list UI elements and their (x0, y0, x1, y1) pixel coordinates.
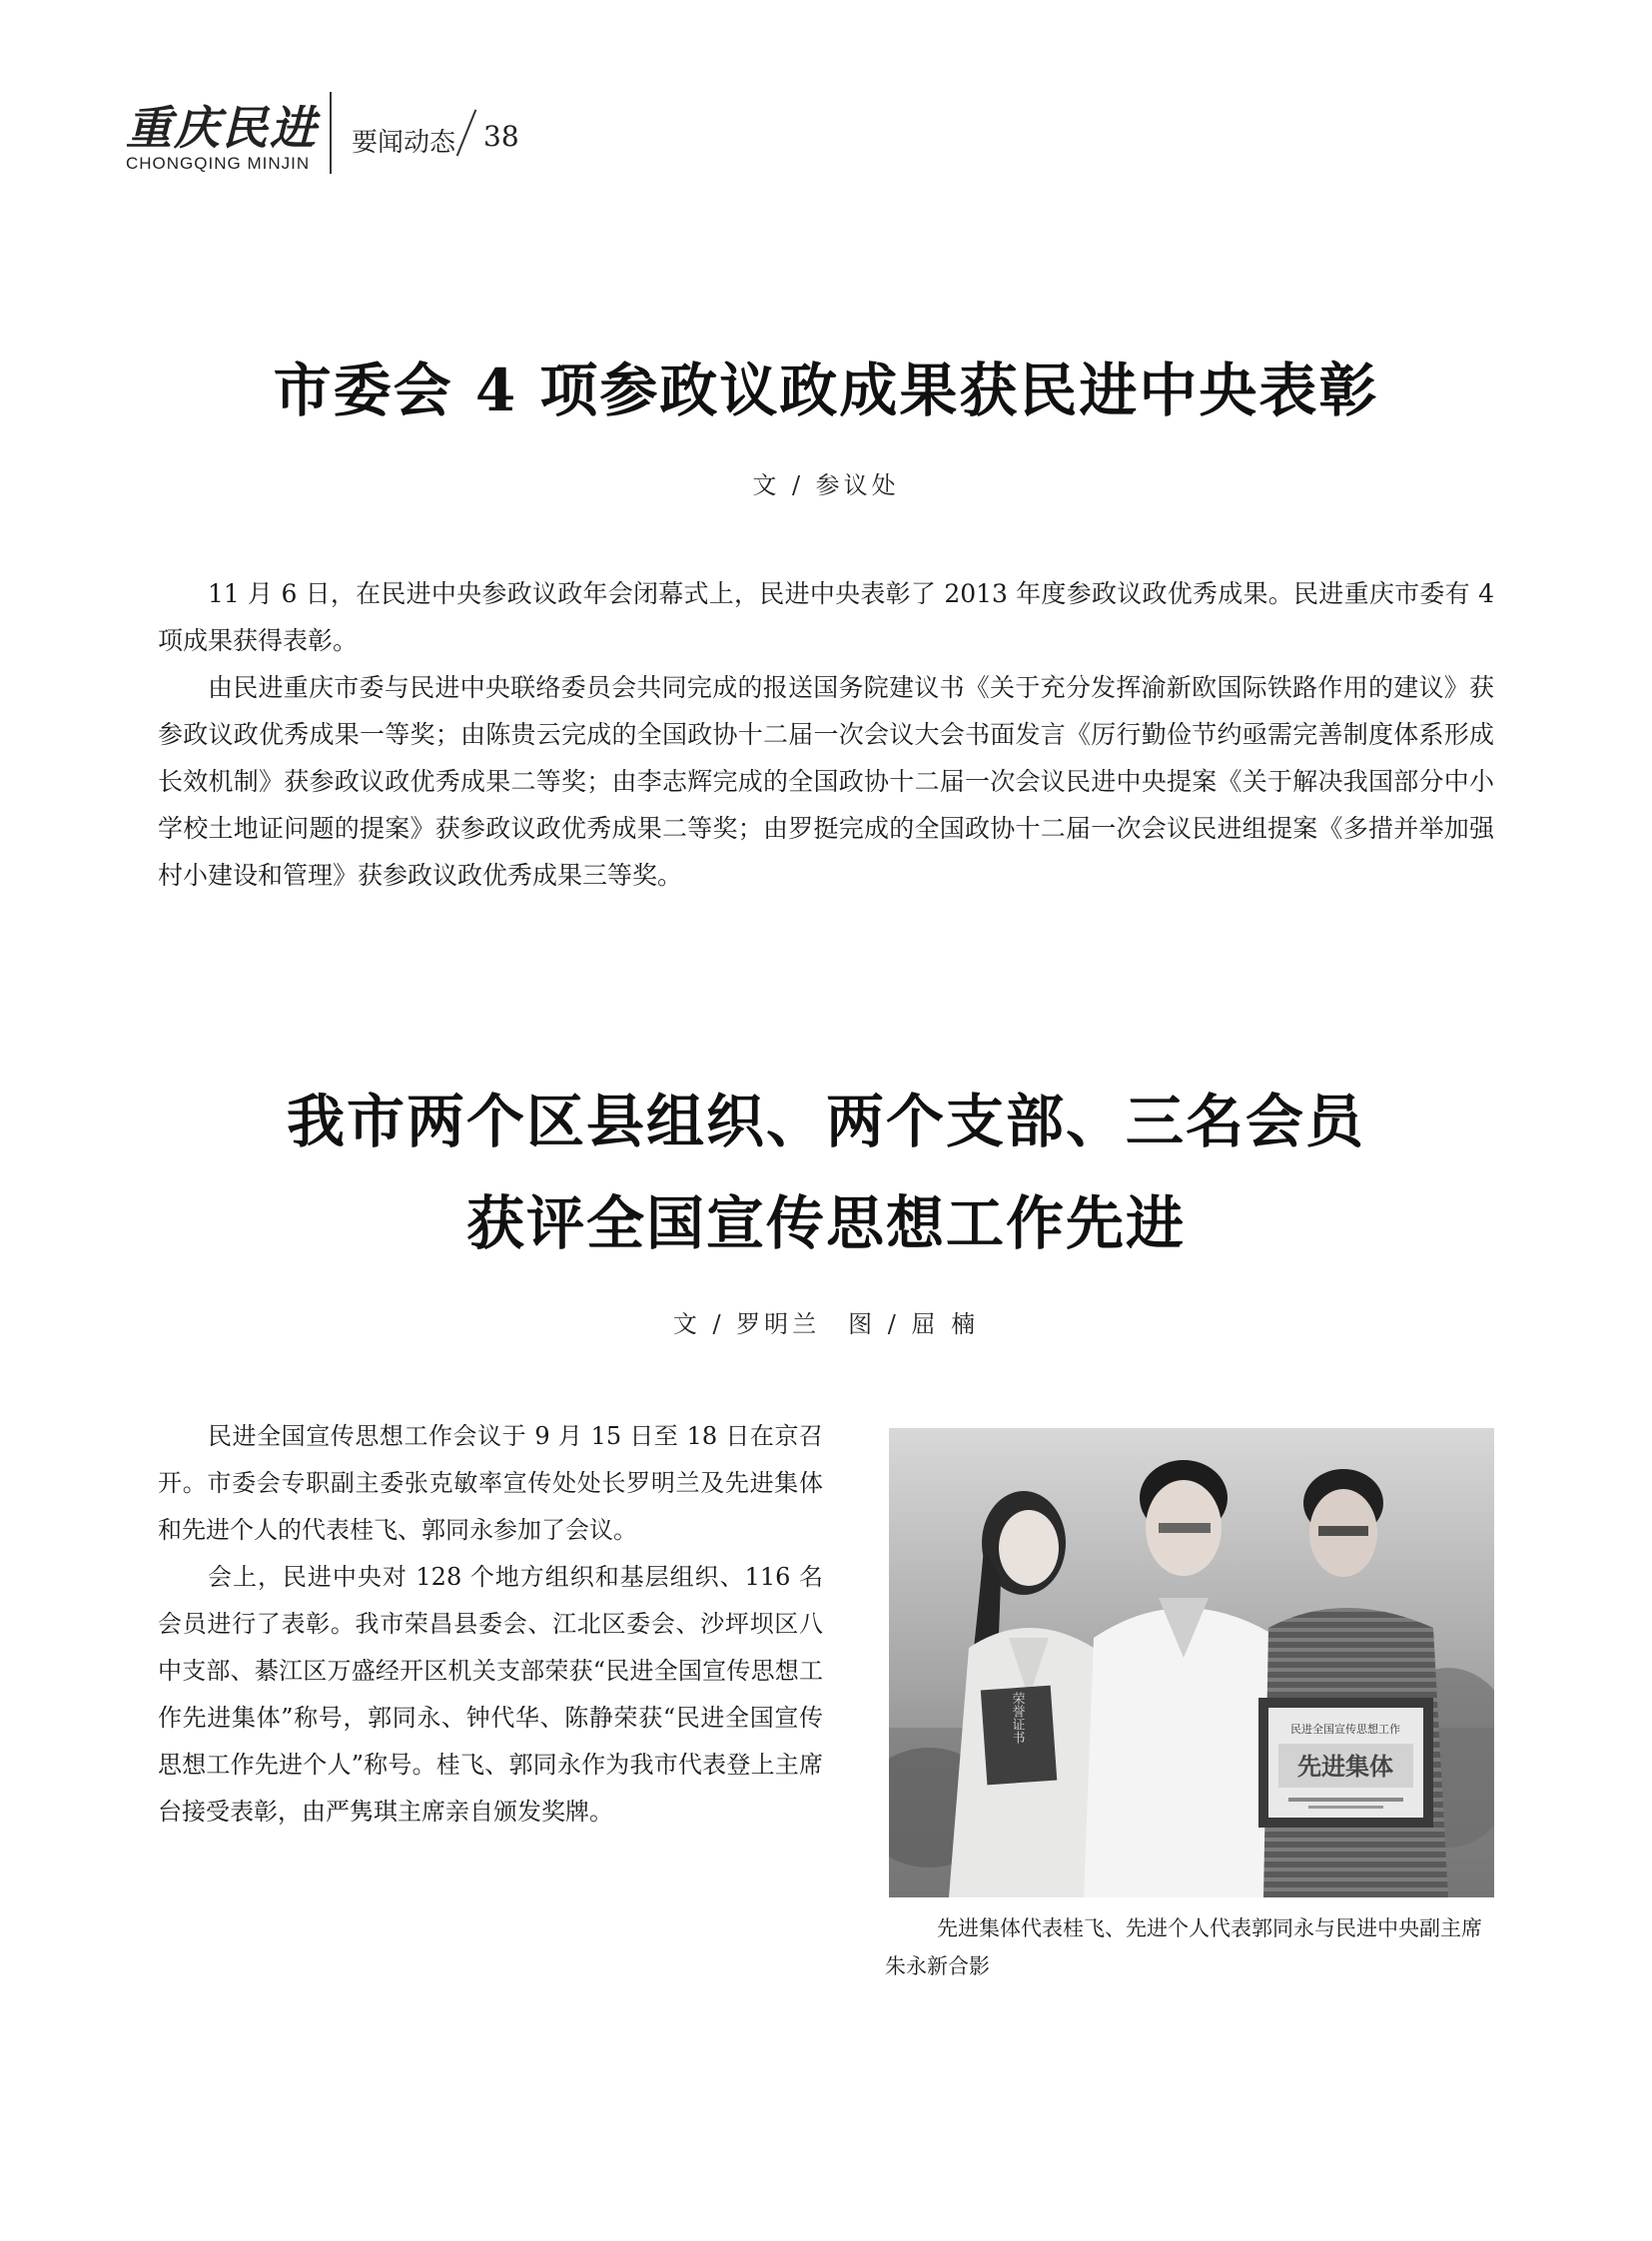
award-photo (889, 1428, 1494, 1897)
article1-paragraph-2: 由民进重庆市委与民进中央联络委员会共同完成的报送国务院建议书《关于充分发挥渝新欧国际铁路作用的建议》获参政议政优秀成果一等奖；由陈贵云完成的全国政协十二届一次会议大会书面发言《厉行勤俭节约亟需完善制度体系形成长效机制》获参政议政优秀成果二等奖；由李志辉完成的全国政协十二届一次会议民进中央提案《关于解决我国部分中小学校土地证问题的提案》获参政议政优秀成果二等奖；由罗挺完成的全国政协十二届一次会议民进组提案《多措并举加强村小建设和管理》获参政议政优秀成果三等奖。 (158, 673, 1494, 890)
article1-paragraph-1: 11 月 6 日，在民进中央参政议政年会闭幕式上，民进中央表彰了 2013 年度参政议政优秀成果。民进重庆市委有 4 项成果获得表彰。 (158, 579, 1494, 655)
certificate-text: 荣誉证书 (1009, 1692, 1025, 1744)
article1-title: 市委会 4 项参政议政成果获民进中央表彰 (273, 357, 1379, 424)
article2-title-line1: 我市两个区县组织、两个支部、三名会员 (286, 1088, 1365, 1155)
photo-caption: 先进集体代表桂飞、先进个人代表郭同永与民进中央副主席朱永新合影 (885, 1916, 1482, 1978)
article2-title-line2: 获评全国宣传思想工作先进 (465, 1189, 1186, 1257)
article1-byline: 文 / 参议处 (752, 471, 900, 499)
page-number: 38 (483, 120, 519, 153)
honor-plaque (1258, 1698, 1433, 1828)
article2-paragraph-1: 民进全国宣传思想工作会议于 9 月 15 日至 18 日在京召开。市委会专职副主委张克敏率宣传处处长罗明兰及先进集体和先进个人的代表桂飞、郭同永参加了会议。 (158, 1422, 823, 1544)
plaque-main: 先进集体 (1297, 1753, 1393, 1781)
page-slash-divider (456, 109, 477, 156)
article2-byline: 文 / 罗明兰 图 / 屈 楠 (672, 1310, 980, 1338)
masthead-logo (126, 92, 346, 172)
logo-english: CHONGQING MINJIN (126, 154, 311, 173)
header-divider (330, 92, 332, 174)
honor-certificate (981, 1686, 1057, 1786)
section-label: 要闻动态 (352, 128, 456, 158)
article2-paragraph-2: 会上，民进中央对 128 个地方组织和基层组织、116 名会员进行了表彰。我市荣昌县委会、江北区委会、沙坪坝区八中支部、綦江区万盛经开区机关支部荣获“民进全国宣传思想工作先进集体”称号，郭同永、钟代华、陈静荣获“民进全国宣传思想工作先进个人”称号。桂飞、郭同永作为我市代表登上主席台接受表彰，由严隽琪主席亲自颁发奖牌。 (158, 1563, 823, 1826)
logo-chinese: 重庆民进 (126, 101, 318, 155)
plaque-header: 民进全国宣传思想工作 (1290, 1723, 1400, 1736)
